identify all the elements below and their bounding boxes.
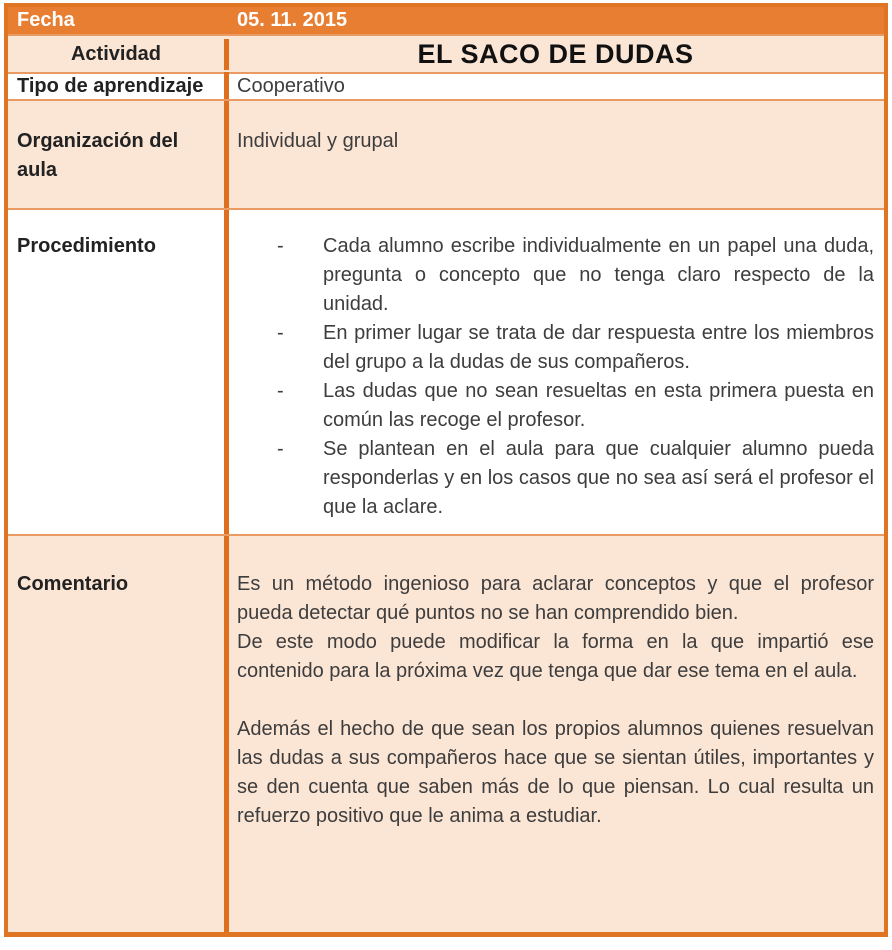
comentario-paragraph: Es un método ingenioso para aclarar conceptos y que el profesor pueda detectar qué puntos no se han comprendido bien. bbox=[237, 573, 874, 624]
organizacion-label-cell bbox=[8, 101, 224, 208]
activity-table bbox=[4, 3, 888, 937]
comentario-label-cell bbox=[8, 536, 224, 932]
actividad-value-cell bbox=[224, 39, 884, 70]
comentario-label: Comentario bbox=[17, 573, 129, 595]
list-item bbox=[277, 319, 874, 377]
list-item-text: Se plantean en el aula para que cualquier alumno pueda responderlas y en los casos que no sea así será el profesor el que la aclare. bbox=[323, 438, 874, 518]
comentario-value-cell bbox=[224, 536, 884, 932]
dash-bullet: - bbox=[277, 322, 284, 344]
table-row-procedimiento bbox=[8, 208, 884, 534]
table-row-organizacion bbox=[8, 99, 884, 208]
fecha-label: Fecha bbox=[17, 9, 75, 31]
table-row-actividad bbox=[8, 34, 884, 72]
table-row-fecha bbox=[8, 7, 884, 34]
activity-title: EL SACO DE DUDAS bbox=[417, 38, 694, 69]
list-item bbox=[277, 232, 874, 319]
dash-bullet: - bbox=[277, 380, 284, 402]
tipo-value: Cooperativo bbox=[224, 72, 884, 101]
dash-bullet: - bbox=[277, 438, 284, 460]
procedimiento-list bbox=[237, 232, 874, 522]
dash-bullet: - bbox=[277, 235, 284, 257]
actividad-label: Actividad bbox=[70, 42, 162, 65]
list-item-text: Las dudas que no sean resueltas en esta primera puesta en común las recoge el profesor. bbox=[323, 380, 874, 431]
list-item-text: En primer lugar se trata de dar respuesta entre los miembros del grupo a la dudas de sus compañeros. bbox=[323, 322, 874, 373]
blank-line bbox=[237, 686, 874, 715]
tipo-label-cell bbox=[8, 72, 224, 101]
organizacion-label: Organización del aula bbox=[17, 130, 179, 181]
procedimiento-value-cell bbox=[224, 210, 884, 534]
list-item bbox=[277, 377, 874, 435]
comentario-paragraph: De este modo puede modificar la forma en la que impartió ese contenido para la próxima vez que tenga que dar ese tema en el aula. bbox=[237, 631, 874, 682]
actividad-label-cell bbox=[8, 40, 224, 69]
table-row-comentario bbox=[8, 534, 884, 932]
table-row-tipo bbox=[8, 72, 884, 99]
tipo-label: Tipo de aprendizaje bbox=[17, 75, 204, 97]
procedimiento-label-cell bbox=[8, 210, 224, 534]
comentario-paragraph: Además el hecho de que sean los propios alumnos quienes resuelvan las dudas a sus compañeros hace que se sientan útiles, importantes y se den cuenta que saben más de lo que piensan. Lo cual resulta un refuerzo positivo que le anima a estudiar. bbox=[237, 718, 874, 827]
list-item-text: Cada alumno escribe individualmente en un papel una duda, pregunta o concepto que no tenga claro respecto de la unidad. bbox=[323, 235, 874, 315]
organizacion-value: Individual y grupal bbox=[224, 101, 884, 208]
procedimiento-label: Procedimiento bbox=[17, 235, 156, 257]
fecha-value: 05. 11. 2015 bbox=[224, 9, 884, 32]
list-item bbox=[277, 435, 874, 522]
